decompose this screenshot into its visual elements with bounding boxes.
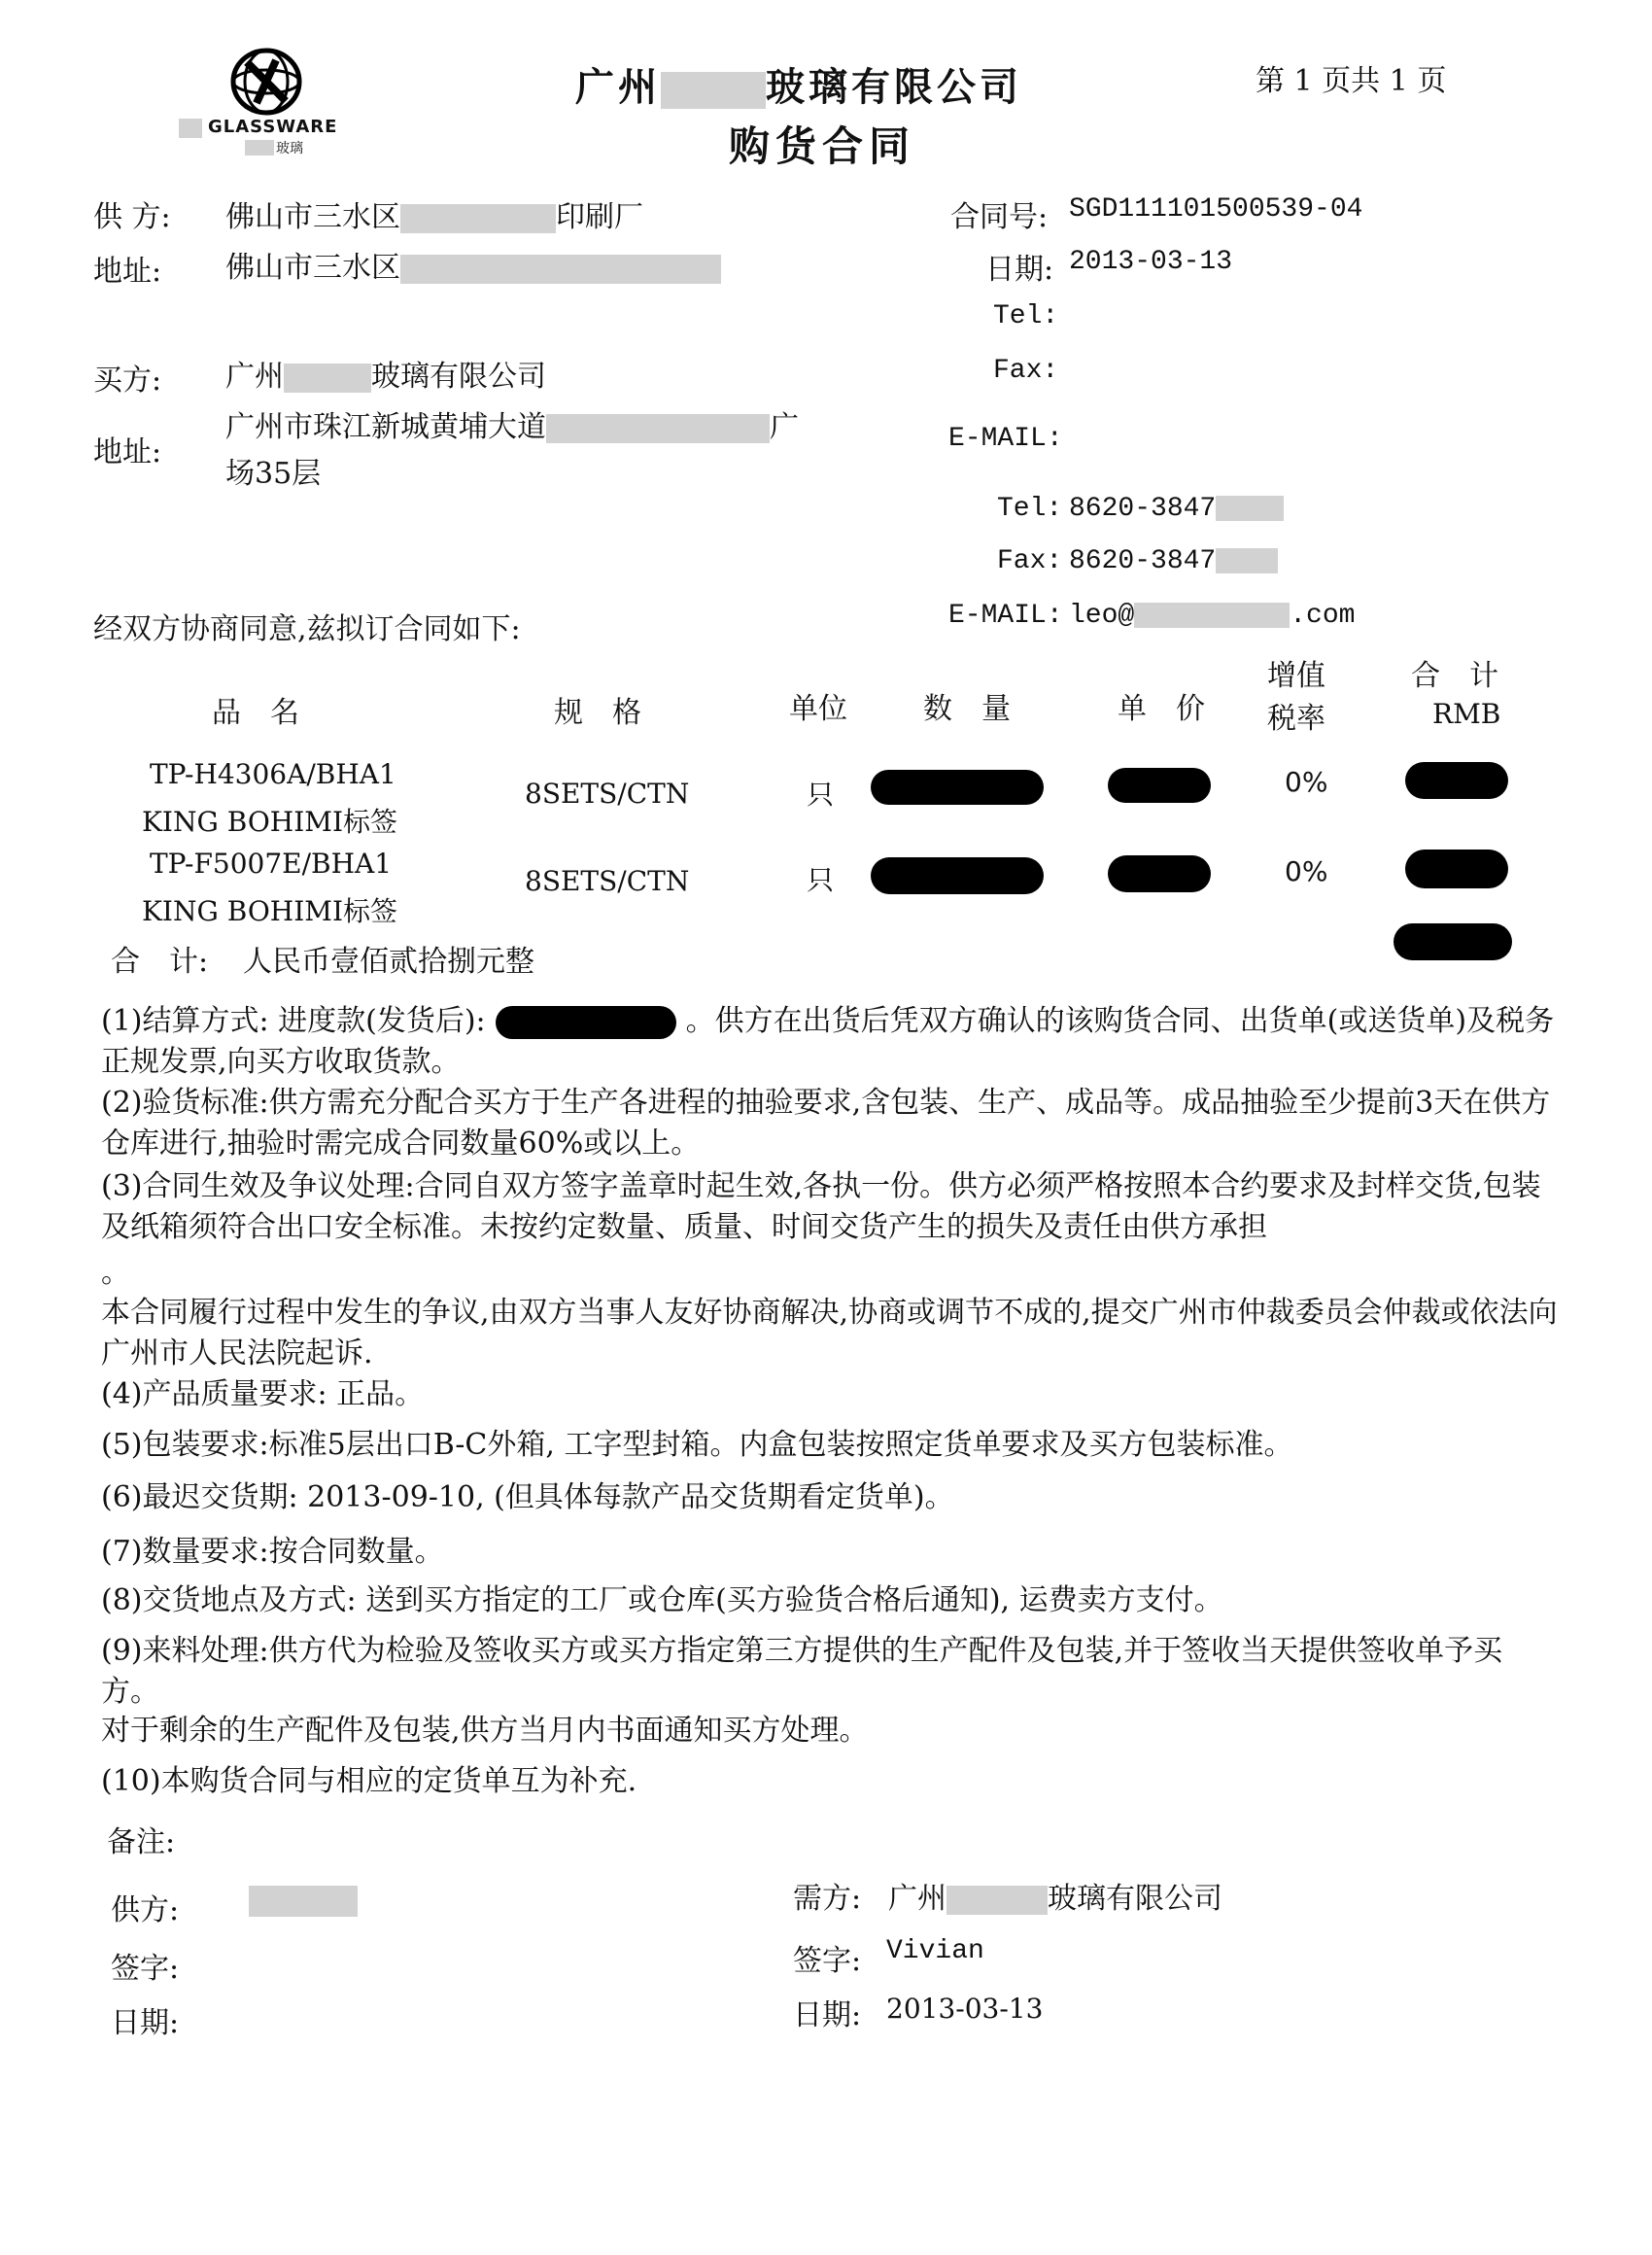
clause-9: (9)来料处理:供方代为检验及签收买方或买方指定第三方提供的生产配件及包装,并于签收当天提供签收单予买方。 xyxy=(101,1634,1503,1709)
clause-3b: 本合同履行过程中发生的争议,由双方当事人友好协商解决,协商或调节不成的,提交广州市仲裁委员会仲裁或依法向广州市人民法院起诉. xyxy=(101,1296,1558,1370)
redaction xyxy=(1216,496,1284,521)
sig-supplier-name-redaction xyxy=(249,1886,358,1917)
redaction xyxy=(400,255,721,284)
buyer-email-value: leo@ .com xyxy=(1069,601,1356,631)
supplier-fax-label: Fax: xyxy=(993,356,1059,386)
redaction xyxy=(546,414,770,443)
page-info: 第 1 页共 1 页 xyxy=(1256,64,1447,98)
sig-supplier-date-label: 日期: xyxy=(111,2006,180,2040)
row1-price-redaction xyxy=(1108,768,1211,803)
buyer-address-line2: 场35层 xyxy=(225,457,322,491)
row2-unit: 只 xyxy=(807,864,835,896)
col-header-tax-2: 税率 xyxy=(1267,702,1325,736)
globe-logo-icon xyxy=(218,43,315,121)
clause-10: (10)本购货合同与相应的定货单互为补充. xyxy=(101,1764,637,1798)
contract-no-value: SGD111101500539-04 xyxy=(1069,194,1363,225)
row1-unit: 只 xyxy=(807,779,835,811)
row1-spec: 8SETS/CTN xyxy=(525,778,690,810)
clause-3: (3)合同生效及争议处理:合同自双方签字盖章时起生效,各执一份。供方必须严格按照本合约要求及封样交货,包装及纸箱须符合出口安全标准。未按约定数量、质量、时间交货产生的损失及责任由供方承担 xyxy=(101,1169,1541,1244)
clause-2: (2)验货标准:供方需充分配合买方于生产各进程的抽验要求,含包装、生产、成品等。成品抽验至少提前3天在供方仓库进行,抽验时需完成合同数量60%或以上。 xyxy=(101,1086,1551,1161)
clause-8: (8)交货地点及方式: 送到买方指定的工厂或仓库(买方验货合格后通知), 运费卖方支付。 xyxy=(101,1583,1223,1617)
clause-1-redaction xyxy=(496,1006,676,1039)
row1-tax: 0% xyxy=(1285,766,1328,798)
col-header-total-2: RMB xyxy=(1432,698,1501,730)
supplier-label: 供 方: xyxy=(93,200,171,234)
contract-date-label: 日期: xyxy=(985,253,1054,287)
col-header-name: 品 名 xyxy=(212,696,299,730)
col-header-unit: 单位 xyxy=(789,692,847,726)
row2-spec: 8SETS/CTN xyxy=(525,865,690,897)
sig-buyer-sign-value: Vivian xyxy=(886,1936,984,1966)
company-logo xyxy=(179,43,354,156)
sig-supplier-label: 供方: xyxy=(111,1893,180,1927)
supplier-email-label: E-MAIL: xyxy=(948,424,1063,454)
grand-total-redaction xyxy=(1394,923,1512,960)
clause-9b: 对于剩余的生产配件及包装,供方当月内书面通知买方处理。 xyxy=(101,1714,869,1748)
col-header-total-1: 合 计 xyxy=(1411,659,1498,693)
intro-text: 经双方协商同意,兹拟订合同如下: xyxy=(93,612,521,646)
supplier-name: 佛山市三水区 印刷厂 xyxy=(225,200,643,234)
col-header-tax-1: 增值 xyxy=(1267,659,1325,693)
row2-name-line1: TP-F5007E/BHA1 xyxy=(150,848,393,880)
buyer-fax-label: Fax: xyxy=(997,546,1063,576)
col-header-price: 单 价 xyxy=(1118,692,1205,726)
clause-5: (5)包装要求:标准5层出口B-C外箱, 工字型封箱。内盒包装按照定货单要求及买方包装标准。 xyxy=(101,1428,1293,1462)
row2-name-line2: KING BOHIMI标签 xyxy=(142,895,398,927)
buyer-fax-value: 8620-3847 xyxy=(1069,546,1278,576)
clause-4: (4)产品质量要求: 正品。 xyxy=(101,1377,425,1411)
col-header-spec: 规 格 xyxy=(554,696,641,730)
remark-label: 备注: xyxy=(107,1825,176,1859)
row1-name-line1: TP-H4306A/BHA1 xyxy=(150,758,396,790)
row1-total-redaction xyxy=(1405,762,1508,799)
company-name: 广州 玻璃有限公司 xyxy=(575,64,1022,110)
total-label: 合 计: xyxy=(111,945,209,979)
supplier-address: 佛山市三水区 xyxy=(225,243,721,286)
row2-qty-redaction xyxy=(871,857,1044,894)
buyer-tel-value: 8620-3847 xyxy=(1069,494,1284,524)
redaction xyxy=(1134,603,1290,628)
clause-7: (7)数量要求:按合同数量。 xyxy=(101,1535,444,1569)
buyer-tel-label: Tel: xyxy=(997,494,1063,524)
col-header-qty: 数 量 xyxy=(923,692,1011,726)
clause-1: (1)结算方式: 进度款(发货后): 。供方在出货后凭双方确认的该购货合同、出货单(或送货单)及税务正规发票,向买方收取货款。 xyxy=(101,1004,1555,1079)
sig-buyer-date-value: 2013-03-13 xyxy=(886,1993,1044,2025)
sig-buyer-label: 需方: xyxy=(793,1882,862,1916)
buyer-address-label: 地址: xyxy=(93,435,162,469)
buyer-name: 广州 玻璃有限公司 xyxy=(225,360,546,394)
row1-qty-redaction xyxy=(871,770,1044,805)
contract-date-value: 2013-03-13 xyxy=(1069,247,1233,277)
sig-buyer-date-label: 日期: xyxy=(793,1998,862,2032)
row2-price-redaction xyxy=(1108,855,1211,892)
logo-text: GLASSWARE xyxy=(208,117,338,137)
row2-tax: 0% xyxy=(1285,855,1328,887)
document-title: 购货合同 xyxy=(729,122,916,170)
supplier-tel-label: Tel: xyxy=(993,301,1059,331)
sig-supplier-sign-label: 签字: xyxy=(111,1952,180,1986)
clause-3-dot: 。 xyxy=(101,1256,130,1290)
buyer-label: 买方: xyxy=(93,364,162,398)
redaction xyxy=(400,204,556,233)
row2-total-redaction xyxy=(1405,850,1508,888)
redaction xyxy=(661,72,766,109)
row1-name-line2: KING BOHIMI标签 xyxy=(142,806,398,838)
sig-buyer-name: 广州 玻璃有限公司 xyxy=(888,1882,1222,1916)
total-amount-text: 人民币壹佰贰拾捌元整 xyxy=(243,945,534,979)
sig-buyer-sign-label: 签字: xyxy=(793,1944,862,1978)
supplier-address-label: 地址: xyxy=(93,255,162,289)
buyer-email-label: E-MAIL: xyxy=(948,601,1063,631)
logo-subtext: 玻璃 xyxy=(276,141,303,156)
contract-no-label: 合同号: xyxy=(950,200,1049,234)
redaction xyxy=(1216,548,1278,573)
buyer-address-line1: 广州市珠江新城黄埔大道 广 xyxy=(225,410,799,444)
redaction xyxy=(284,364,371,393)
clause-6: (6)最迟交货期: 2013-09-10, (但具体每款产品交货期看定货单)。 xyxy=(101,1480,954,1514)
redaction xyxy=(946,1886,1048,1915)
